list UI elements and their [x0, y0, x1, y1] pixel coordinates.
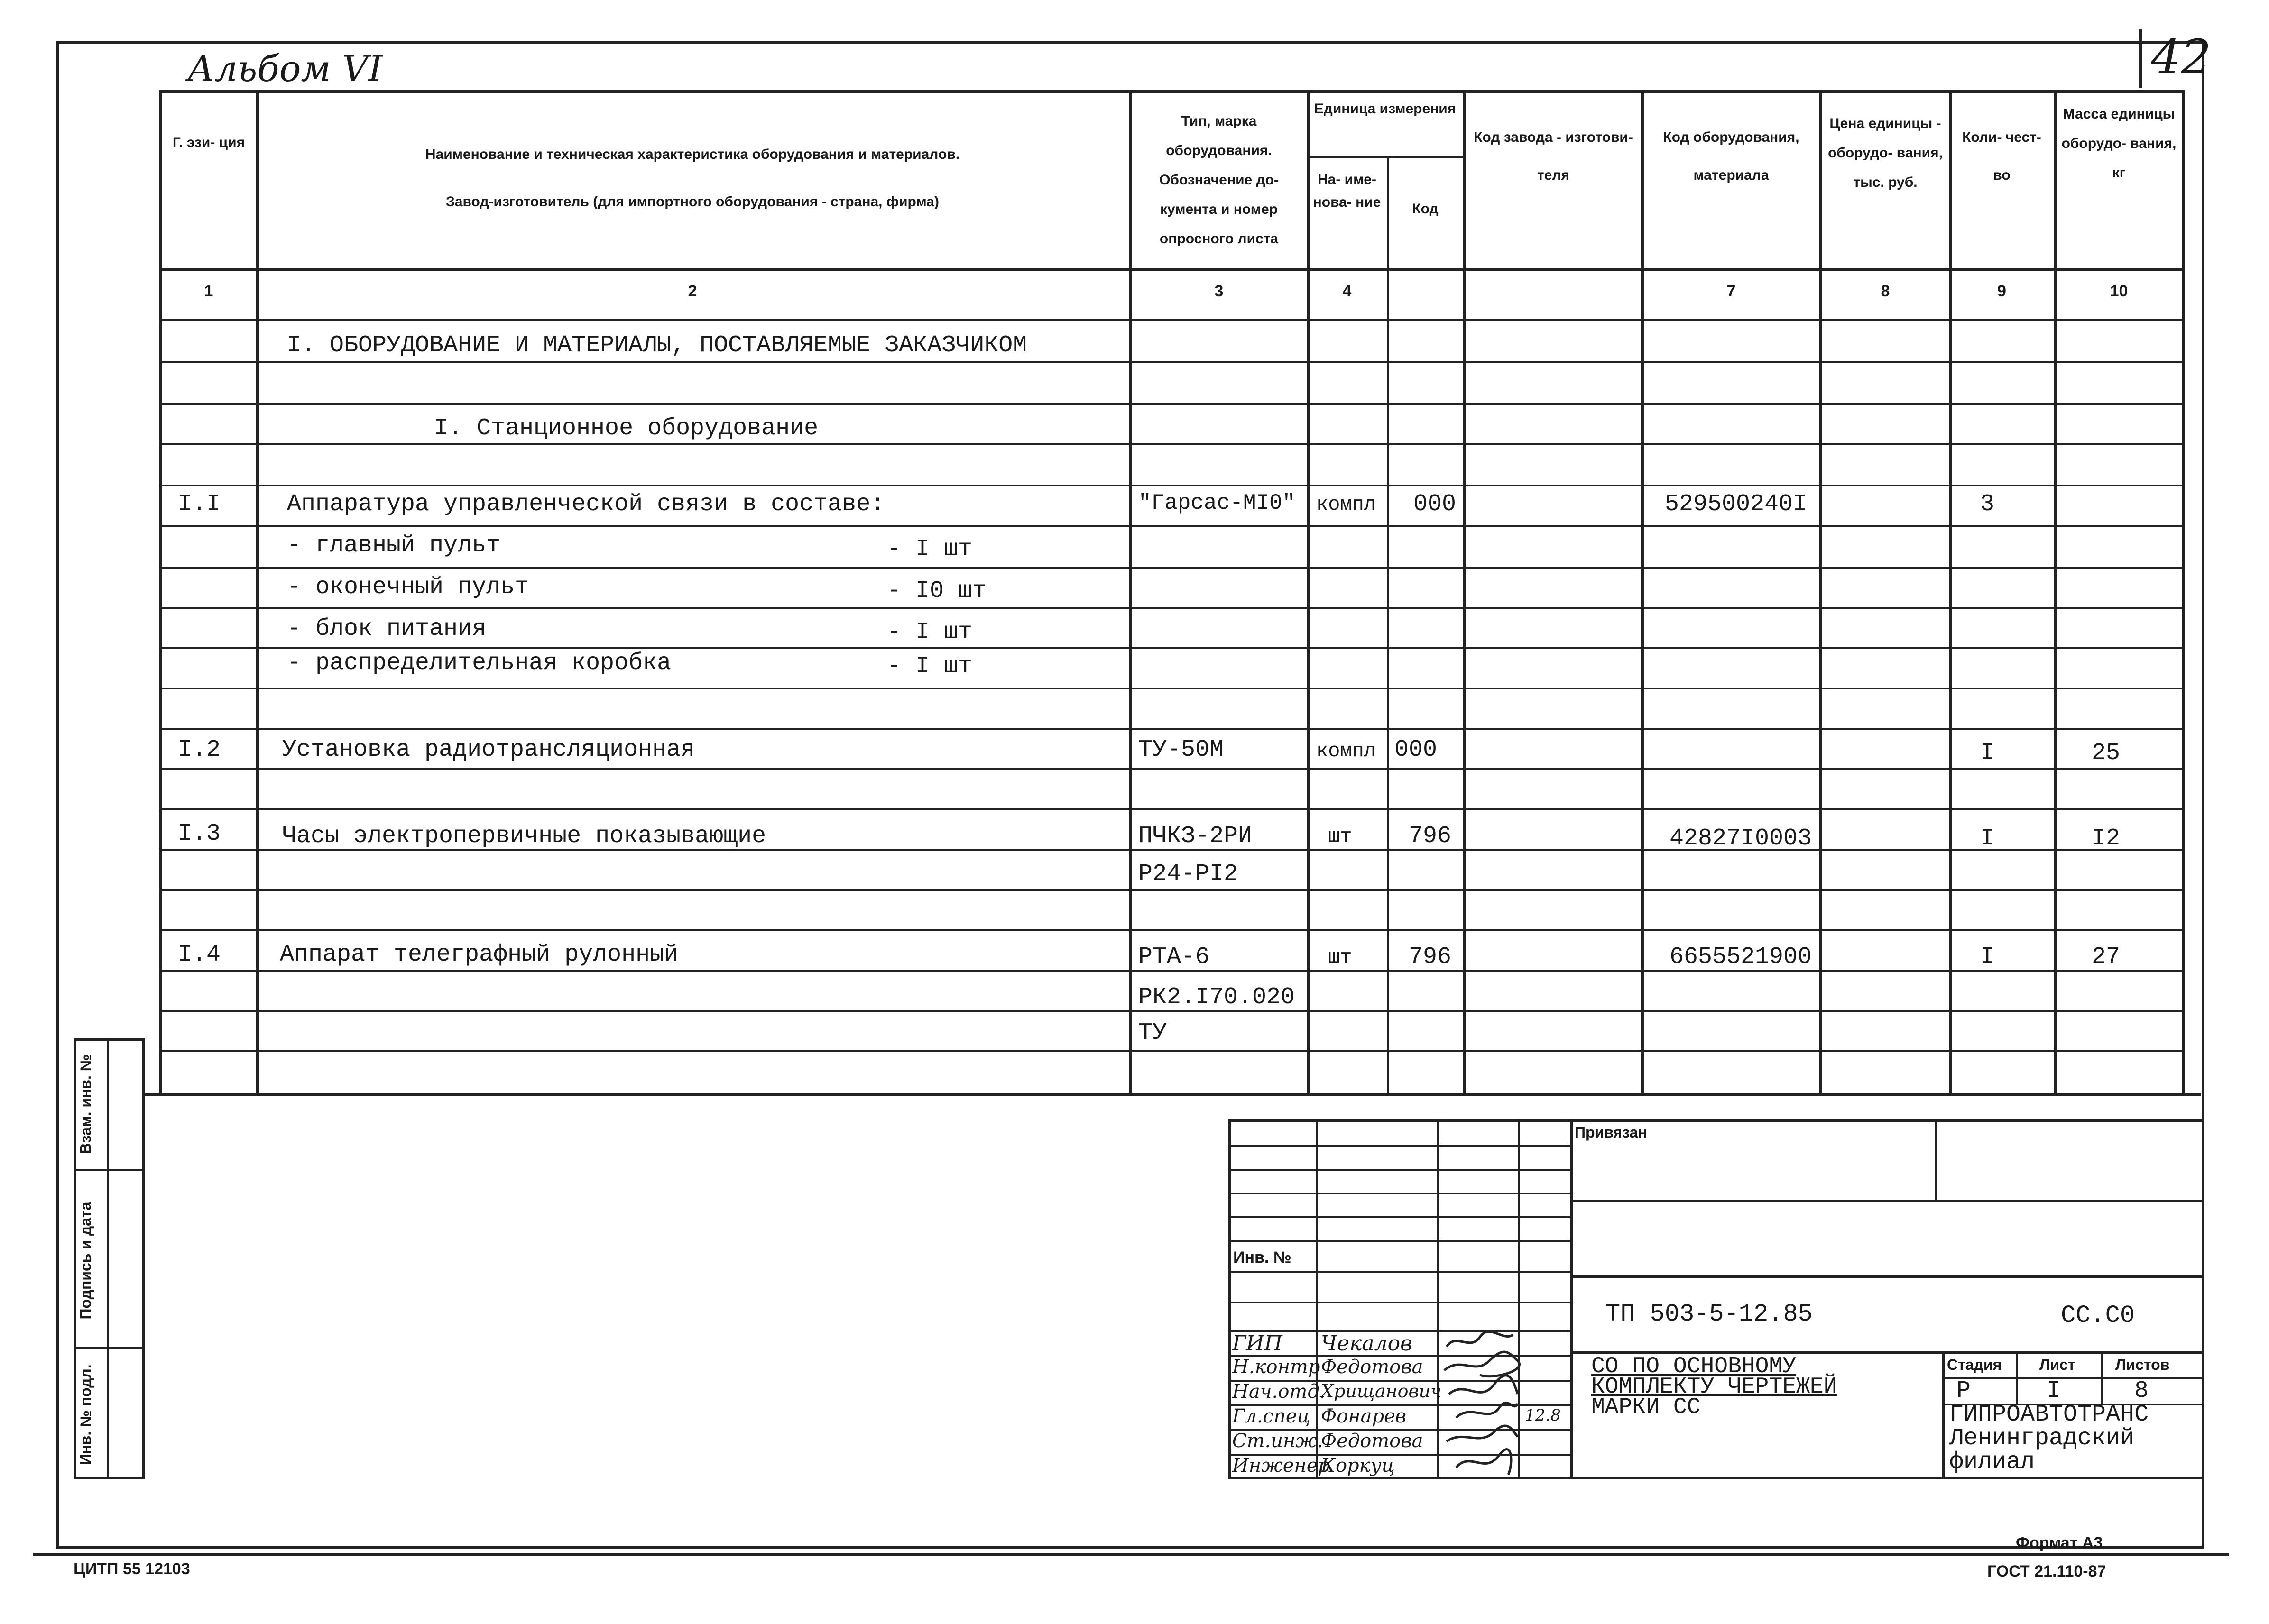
role-stinzh: Ст.инж. — [1232, 1430, 1323, 1452]
item-type: ПЧКЗ-2РИ — [1138, 823, 1253, 850]
stamp-line — [1228, 1216, 1570, 1218]
stamp-line — [1228, 1240, 1570, 1242]
role-inzh: Инженер — [1232, 1455, 1330, 1477]
item-position: I.3 — [178, 820, 221, 847]
col-line-5 — [1463, 90, 1466, 1093]
stage-value: Р — [1956, 1377, 1971, 1404]
footer-gost: ГОСТ 21.110-87 — [1987, 1562, 2106, 1580]
header-bottom-line — [159, 268, 2184, 271]
side-label-inv: Инв. № подл. — [77, 1364, 94, 1465]
doc-code: ТП 503-5-12.85 — [1605, 1300, 1813, 1328]
page-number: 42 — [2151, 29, 2212, 85]
col-number-3: 3 — [1214, 282, 1224, 300]
name-gip: Чекалов — [1321, 1331, 1412, 1356]
stamp-line — [1570, 1275, 2204, 1278]
doc-title-line-2: КОМПЛЕКТУ ЧЕРТЕЖЕЙ — [1591, 1374, 1837, 1400]
item-code: 529500240I — [1665, 491, 1808, 518]
subitem-qty: - I шт — [887, 653, 973, 680]
sheet-label: Лист — [2039, 1356, 2075, 1373]
item-mass: 25 — [2092, 740, 2121, 767]
subitem-qty: - I0 шт — [887, 578, 987, 605]
item-type: РТА-6 — [1138, 944, 1210, 971]
col-number-1: 1 — [204, 282, 213, 300]
name-inzh: Коркуц — [1321, 1455, 1395, 1477]
item-unit: шт — [1328, 825, 1352, 848]
stamp-line — [1570, 1200, 2204, 1202]
subitem-name: - оконечный пульт — [287, 574, 529, 601]
name-stinzh: Федотова — [1321, 1430, 1423, 1452]
col-header-position: Г. эзи- ция — [172, 135, 245, 150]
item-code: 6655521900 — [1669, 944, 1812, 971]
item-type: "Гарсас-МI0" — [1138, 491, 1296, 515]
stamp-line — [1228, 1302, 1570, 1303]
stamp-line — [1942, 1351, 1945, 1479]
item-type-2: РК2.I70.020 — [1138, 984, 1295, 1011]
row-line — [159, 688, 2184, 689]
stamp-line — [2016, 1351, 2018, 1404]
col-header-unit-code: Код — [1412, 201, 1439, 217]
item-name: Аппарат телеграфный рулонный — [280, 941, 679, 968]
side-label-podpis: Подпись и дата — [77, 1202, 94, 1320]
item-mass: I2 — [2092, 825, 2121, 852]
col-header-price: Цена единицы - оборудо- вания, тыс. руб. — [1828, 116, 1943, 190]
stamp-line — [1228, 1145, 1570, 1147]
side-strip-divider — [107, 1038, 109, 1479]
colnum-bottom-line — [159, 319, 2184, 321]
name-glspec: Фонарев — [1321, 1405, 1407, 1427]
row-line — [159, 403, 2184, 405]
doc-title-line-1: СО ПО ОСНОВНОМУ — [1591, 1354, 1797, 1379]
subitem-qty: - I шт — [887, 536, 973, 563]
doc-mark: СС.С0 — [2061, 1302, 2135, 1330]
col-number-8: 8 — [1881, 282, 1890, 300]
section-heading: I. ОБОРУДОВАНИЕ И МАТЕРИАЛЫ, ПОСТАВЛЯЕМЫЕ ЗАКАЗЧИКОМ — [287, 332, 1027, 359]
col-number-9: 9 — [1997, 282, 2006, 300]
subitem-name: - блок питания — [287, 615, 487, 642]
table-top-line — [159, 90, 2184, 93]
signatures-image — [1437, 1323, 1579, 1479]
col-header-equip-code: Код оборудования, материала — [1663, 129, 1799, 183]
item-name: Часы электропервичные показывающие — [282, 823, 766, 850]
row-line — [159, 768, 2184, 770]
col-header-plant-code: Код завода - изготови- теля — [1474, 129, 1633, 183]
sheets-value: 8 — [2134, 1377, 2149, 1404]
col-line-3 — [1307, 90, 1310, 1093]
row-line — [159, 607, 2184, 609]
stamp-line — [1316, 1119, 1318, 1479]
row-line — [159, 929, 2184, 931]
col-line-7 — [1819, 90, 1822, 1093]
stamp-line — [1228, 1271, 1570, 1273]
item-position: I.2 — [178, 736, 221, 763]
page-number-divider — [2139, 29, 2142, 88]
name-nachotd: Хрищанович — [1321, 1381, 1442, 1402]
row-line — [159, 525, 2184, 527]
stamp-line — [1935, 1119, 1937, 1200]
doc-title-line-3: МАРКИ СС — [1591, 1395, 1701, 1420]
sheets-label: Листов — [2115, 1356, 2170, 1373]
row-line — [159, 728, 2184, 730]
item-name: Установка радиотрансляционная — [282, 736, 695, 763]
signature-date: 12.8 — [1525, 1406, 1561, 1425]
item-unit-code: 000 — [1394, 736, 1438, 763]
col-line-10 — [2182, 90, 2185, 1093]
row-line — [159, 1050, 2184, 1052]
unit-group-line — [1307, 156, 1463, 158]
col-header-unit-group-text: Единица измерения — [1314, 101, 1456, 117]
subitem-name: - распределительная коробка — [287, 650, 672, 677]
col-number-10: 10 — [2110, 282, 2128, 300]
bottom-frame-line — [33, 1553, 2229, 1556]
name-nkontr: Федотова — [1321, 1356, 1423, 1378]
item-qty: I — [1980, 740, 1995, 767]
org-line-2: Ленинградский — [1949, 1425, 2135, 1452]
sheet-value: I — [2047, 1377, 2061, 1404]
col-line-9 — [2054, 90, 2057, 1093]
col-line-4 — [1387, 156, 1389, 1093]
item-unit: компл — [1316, 493, 1376, 516]
col-line-0 — [159, 90, 162, 1093]
item-name: Аппаратура управленческой связи в составе: — [287, 491, 885, 518]
role-nachotd: Нач.отд. — [1232, 1381, 1326, 1403]
role-gip: ГИП — [1232, 1331, 1282, 1356]
item-unit: шт — [1328, 946, 1352, 969]
row-line — [159, 443, 2184, 445]
col-header-mass: Масса единицы оборудо- вания, кг — [2061, 106, 2177, 181]
col-number-7: 7 — [1726, 282, 1736, 300]
item-type-3: ТУ — [1138, 1019, 1167, 1046]
table-bottom-line — [142, 1093, 2201, 1096]
col-number-2: 2 — [688, 282, 697, 300]
side-label-vzam: Взам. инв. № — [77, 1054, 94, 1154]
stamp-line — [1942, 1377, 2204, 1379]
item-position: I.I — [178, 491, 221, 518]
stamp-inv-no: Инв. № — [1233, 1248, 1291, 1266]
item-unit-code: 796 — [1409, 823, 1452, 850]
item-qty: 3 — [1980, 491, 1995, 518]
item-qty: I — [1980, 825, 1995, 852]
row-line — [159, 647, 2184, 649]
row-line — [159, 889, 2184, 891]
row-line — [159, 567, 2184, 569]
subsection-heading: I. Станционное оборудование — [434, 415, 819, 442]
stamp-line — [2101, 1351, 2103, 1404]
col-line-8 — [1949, 90, 1952, 1093]
item-type: ТУ-50М — [1138, 736, 1224, 763]
col-header-qty: Коли- чест- во — [1962, 129, 2041, 183]
org-line-1: ГИПРОАВТОТРАНС — [1949, 1401, 2149, 1428]
subitem-name: - главный пульт — [287, 532, 501, 559]
subitem-qty: - I шт — [887, 619, 973, 646]
stage-label: Стадия — [1947, 1356, 2002, 1373]
item-unit: компл — [1316, 740, 1376, 762]
item-unit-code: 000 — [1413, 491, 1457, 518]
stamp-line — [1228, 1193, 1570, 1194]
col-line-2 — [1129, 90, 1132, 1093]
item-qty: I — [1980, 944, 1995, 971]
stamp-line — [1228, 1169, 1570, 1171]
col-number-4: 4 — [1342, 282, 1352, 300]
footer-left: ЦИТП 55 12103 — [74, 1560, 190, 1578]
col-line-6 — [1641, 90, 1644, 1093]
footer-format: Формат А3 — [2016, 1534, 2103, 1552]
album-label: Альбом VI — [187, 47, 383, 90]
role-glspec: Гл.спец — [1232, 1405, 1310, 1427]
item-position: I.4 — [178, 941, 221, 968]
row-line — [159, 808, 2184, 810]
col-header-name-2: Завод-изготовитель (для импортного оборудования - страна, фирма) — [446, 194, 939, 210]
row-line — [159, 485, 2184, 486]
org-line-3: филиал — [1949, 1449, 2035, 1476]
item-type-2: Р24-РI2 — [1138, 861, 1238, 888]
col-header-name-1: Наименование и техническая характеристика оборудования и материалов. — [425, 147, 960, 162]
item-unit-code: 796 — [1409, 944, 1452, 971]
role-nkontr: Н.контр — [1232, 1356, 1320, 1378]
col-line-1 — [256, 90, 259, 1093]
row-line — [159, 361, 2184, 363]
col-header-type: Тип, марка оборудования. Обозначение до- кумента и номер опросного листа — [1159, 113, 1279, 247]
col-header-unit-name: На- име- нова- ние — [1313, 172, 1381, 210]
stamp-privyazan: Привязан — [1575, 1124, 1647, 1141]
item-mass: 27 — [2092, 944, 2121, 971]
item-code: 42827I0003 — [1669, 825, 1812, 852]
